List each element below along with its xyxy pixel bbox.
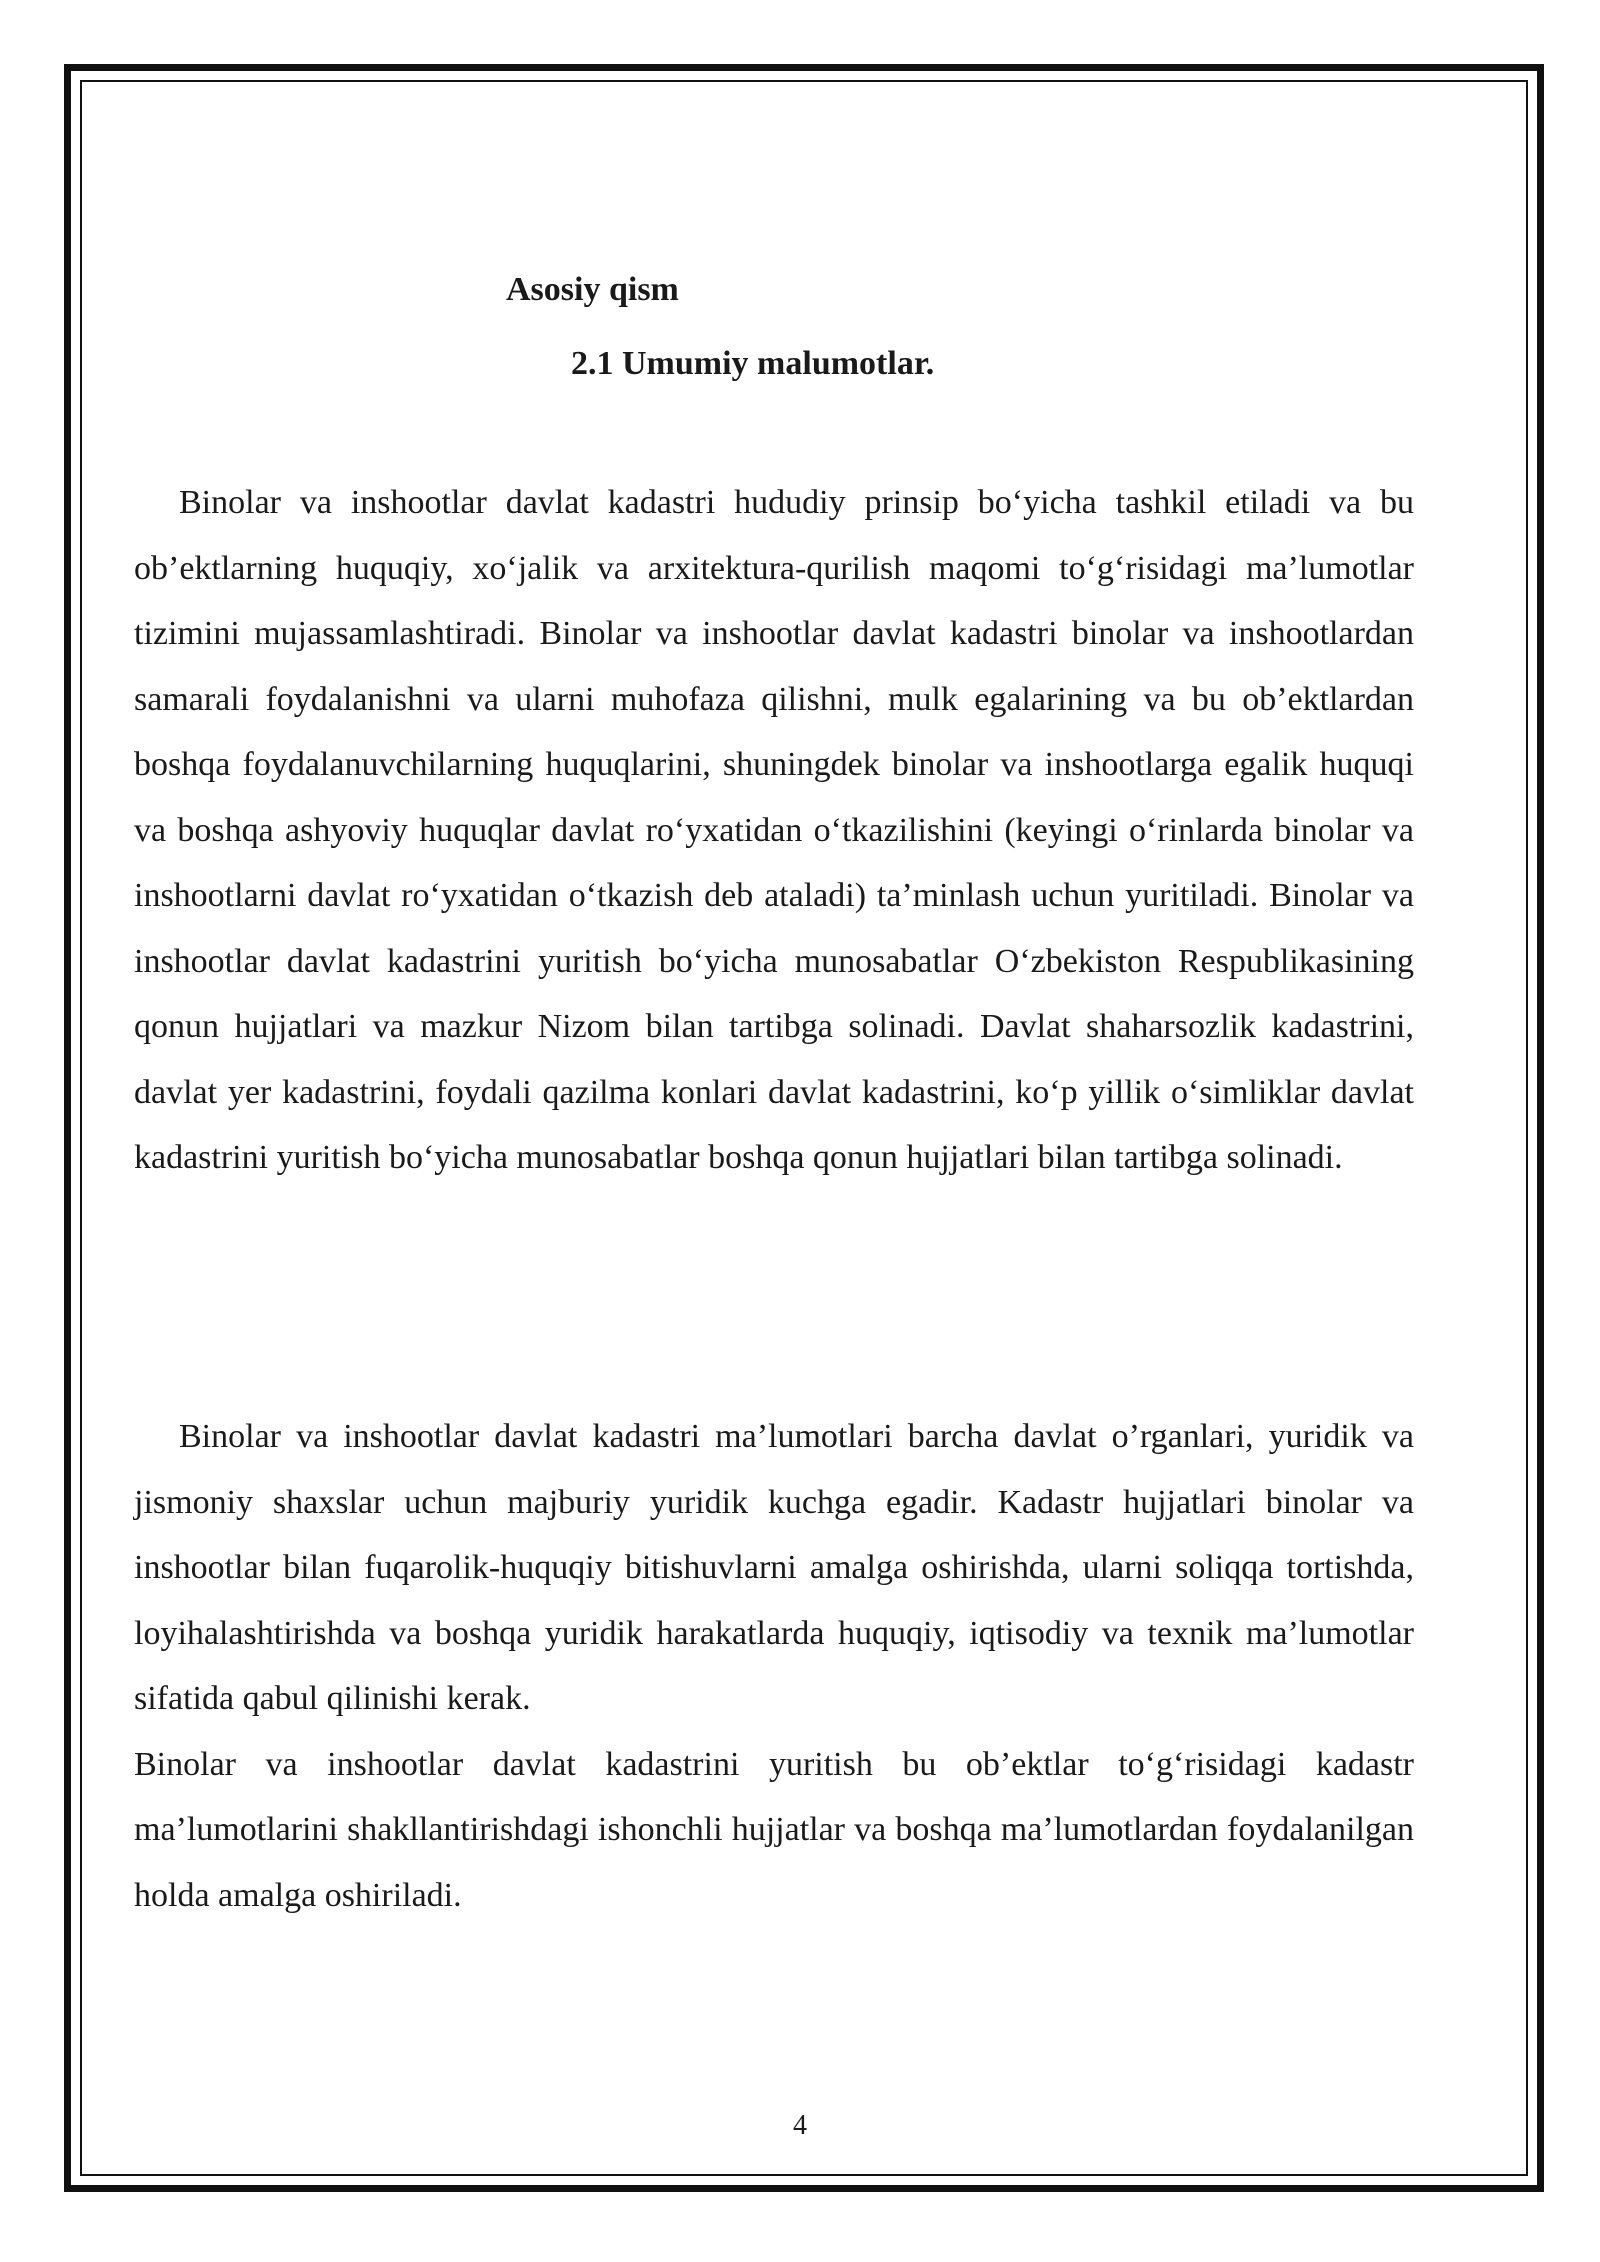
section-heading: Asosiy qism — [506, 271, 679, 308]
body-paragraph-2-text: Binolar va inshootlar davlat kadastri ma’lumotlari barcha davlat o’rganlari, yuridik va jismoniy shaxslar uchun majburiy yuridik kuchga egadir. Kadastr hujjatlari binolar va inshootlar bilan fuqarolik-huquqiy bitishuvlarni amalga oshirishda, ularni soliqqa tortishda, loyihalashtirishda va boshqa yuridik harakatlarda huquqiy, iqtisodiy va texnik ma’lumotlar sifatida qabul qilinishi kerak. — [134, 1418, 1414, 1717]
body-paragraph-2-continuation: Binolar va inshootlar davlat kadastrini yuritish bu ob’ektlar to‘g‘risidagi kadastr ma’lumotlarini shakllantirishdagi ishonchli hujjatlar va boshqa ma’lumotlardan foydalanilgan holda amalga oshiriladi. — [134, 1745, 1414, 1914]
page-number: 4 — [793, 2110, 807, 2141]
body-paragraph-2 — [134, 1404, 1414, 1928]
body-paragraph-1: Binolar va inshootlar davlat kadastri hududiy prinsip bo‘yicha tashkil etiladi va bu ob’ektlarning huquqiy, xo‘jalik va arxitektura-qurilish maqomi to‘g‘risidagi ma’lumotlar tizimini mujassamlashtiradi. Binolar va inshootlar davlat kadastri binolar va inshootlardan samarali foydalanishni va ularni muhofaza qilishni, mulk egalarining va bu ob’ektlardan boshqa foydalanuvchilarning huquqlarini, shuningdek binolar va inshootlarga egalik huquqi va boshqa ashyoviy huquqlar davlat ro‘yxatidan o‘tkazilishini (keyingi o‘rinlarda binolar va inshootlarni davlat ro‘yxatidan o‘tkazish deb ataladi) ta’minlash uchun yuritiladi. Binolar va inshootlar davlat kadastrini yuritish bo‘yicha munosabatlar O‘zbekiston Respublikasining qonun hujjatlari va mazkur Nizom bilan tartibga solinadi. Davlat shaharsozlik kadastrini, davlat yer kadastrini, foydali qazilma konlari davlat kadastrini, ko‘p yillik o‘simliklar davlat kadastrini yuritish bo‘yicha munosabatlar boshqa qonun hujjatlari bilan tartibga solinadi. — [134, 484, 1414, 1176]
subsection-heading: 2.1 Umumiy malumotlar. — [571, 345, 935, 382]
